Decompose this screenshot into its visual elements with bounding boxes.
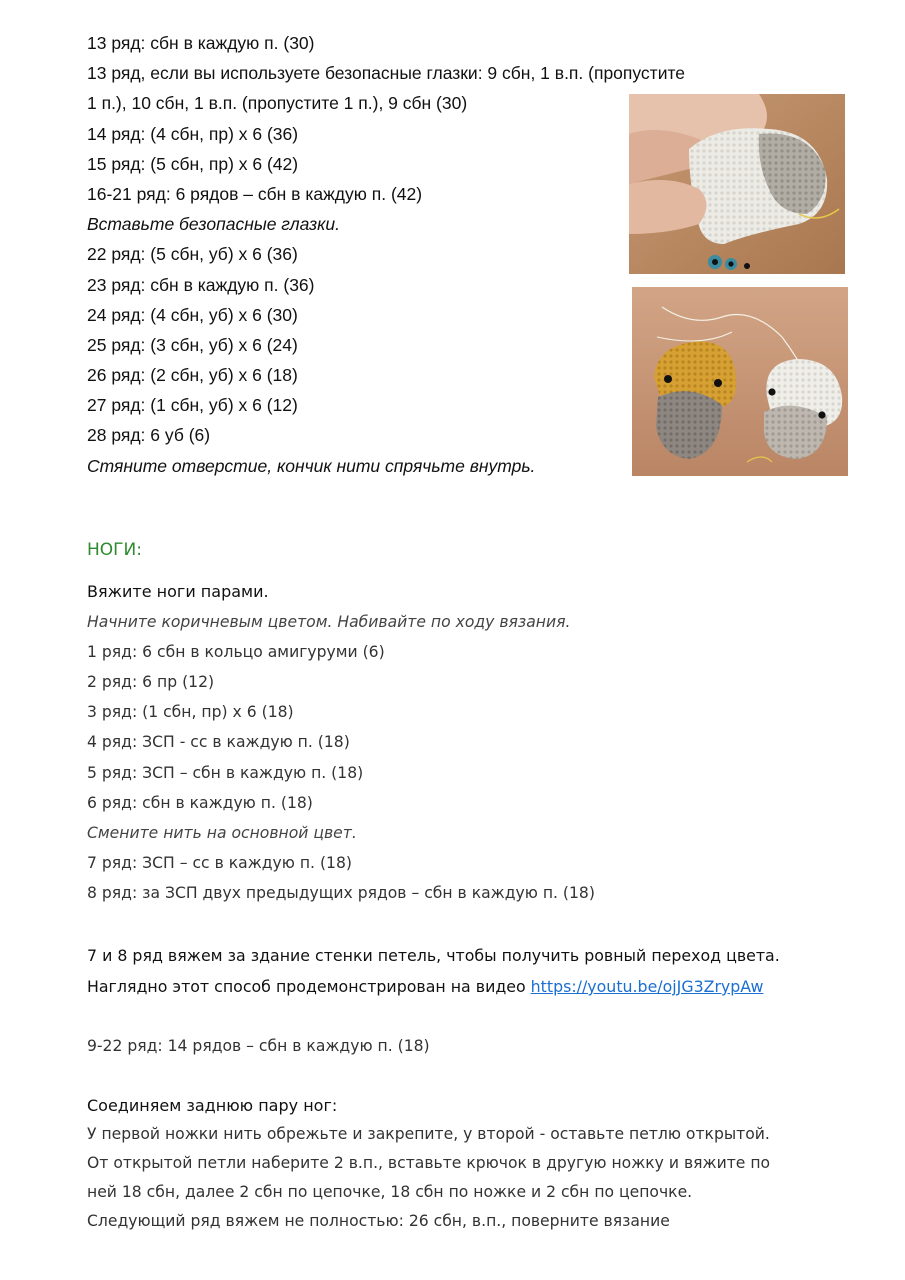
insert-eyes-note: Вставьте безопасные глазки. (87, 214, 340, 235)
photo-two-heads-illustration (632, 287, 848, 476)
legs-start-brown-note: Начните коричневым цветом. Набивайте по ходу вязания. (87, 613, 571, 632)
legs-change-color-note: Смените нить на основной цвет. (87, 823, 357, 842)
legs-row-5: 5 ряд: ЗСП – сбн в каждую п. (18) (87, 763, 364, 782)
row-22: 22 ряд: (5 сбн, уб) х 6 (36) (87, 244, 298, 265)
legs-row-6: 6 ряд: сбн в каждую п. (18) (87, 793, 313, 812)
legs-instructions (87, 577, 847, 908)
note-line-1: 7 и 8 ряд вяжем за здание стенки петель, чтобы получить ровный переход цвета. (87, 946, 780, 965)
legs-rows-9-22: 9-22 ряд: 14 рядов – сбн в каждую п. (18) (87, 1037, 430, 1055)
join-line-2: От открытой петли наберите 2 в.п., вставьте крючок в другую ножку и вяжите по (87, 1154, 771, 1172)
note-line-2 (87, 971, 847, 1002)
legs-row-4: 4 ряд: ЗСП - сс в каждую п. (18) (87, 733, 350, 752)
video-link[interactable]: https://youtu.be/ojJG3ZrypAw (530, 977, 764, 996)
photo-two-heads (632, 287, 848, 476)
join-line-1: У первой ножки нить обрежьте и закрепите, у второй - оставьте петлю открытой. (87, 1125, 770, 1143)
join-back-legs (87, 1091, 867, 1236)
join-line-4: Следующий ряд вяжем не полностью: 26 сбн, в.п., поверните вязание (87, 1212, 670, 1230)
legs-row-2: 2 ряд: 6 пр (12) (87, 673, 215, 692)
join-heading: Соединяем заднюю пару ног: (87, 1096, 338, 1115)
row-23: 23 ряд: сбн в каждую п. (36) (87, 274, 315, 295)
legs-pairs-note: Вяжите ноги парами. (87, 582, 269, 601)
legs-row-3: 3 ряд: (1 сбн, пр) х 6 (18) (87, 703, 294, 722)
legs-row-7: 7 ряд: ЗСП – сс в каждую п. (18) (87, 853, 352, 872)
row-26: 26 ряд: (2 сбн, уб) х 6 (18) (87, 365, 298, 386)
legs-row-1: 1 ряд: 6 сбн в кольцо амигуруми (6) (87, 643, 385, 662)
legs-row-8: 8 ряд: за ЗСП двух предыдущих рядов – сбн в каждую п. (18) (87, 883, 595, 902)
photo-head-in-hand (629, 94, 845, 274)
row-13: 13 ряд: сбн в каждую п. (30) (87, 33, 315, 53)
row-15: 15 ряд: (5 сбн, пр) х 6 (42) (87, 153, 299, 174)
row-27: 27 ряд: (1 сбн, уб) х 6 (12) (87, 395, 298, 416)
row-28: 28 ряд: 6 уб (6) (87, 425, 211, 446)
row-16-21: 16-21 ряд: 6 рядов – сбн в каждую п. (42) (87, 183, 423, 204)
row-24: 24 ряд: (4 сбн, уб) х 6 (30) (87, 304, 298, 325)
color-transition-note (87, 940, 847, 1002)
row-25: 25 ряд: (3 сбн, уб) х 6 (24) (87, 334, 298, 355)
photo-head-in-hand-illustration (629, 94, 845, 274)
join-line-3: ней 18 сбн, далее 2 сбн по цепочке, 18 сбн по ножке и 2 сбн по цепочке. (87, 1183, 693, 1201)
row-13-eyes-line2: 1 п.), 10 сбн, 1 в.п. (пропустите 1 п.), 9 сбн (30) (87, 93, 468, 114)
close-hole-note: Стяните отверстие, кончик нити спрячьте внутрь. (87, 455, 536, 476)
legs-heading: НОГИ: (87, 540, 142, 560)
row-13-eyes-line1: 13 ряд, если вы используете безопасные глазки: 9 сбн, 1 в.п. (пропустите (87, 63, 686, 84)
note-line-2-text: Наглядно этот способ продемонстрирован на видео (87, 977, 531, 996)
row-14: 14 ряд: (4 сбн, пр) х 6 (36) (87, 123, 299, 144)
